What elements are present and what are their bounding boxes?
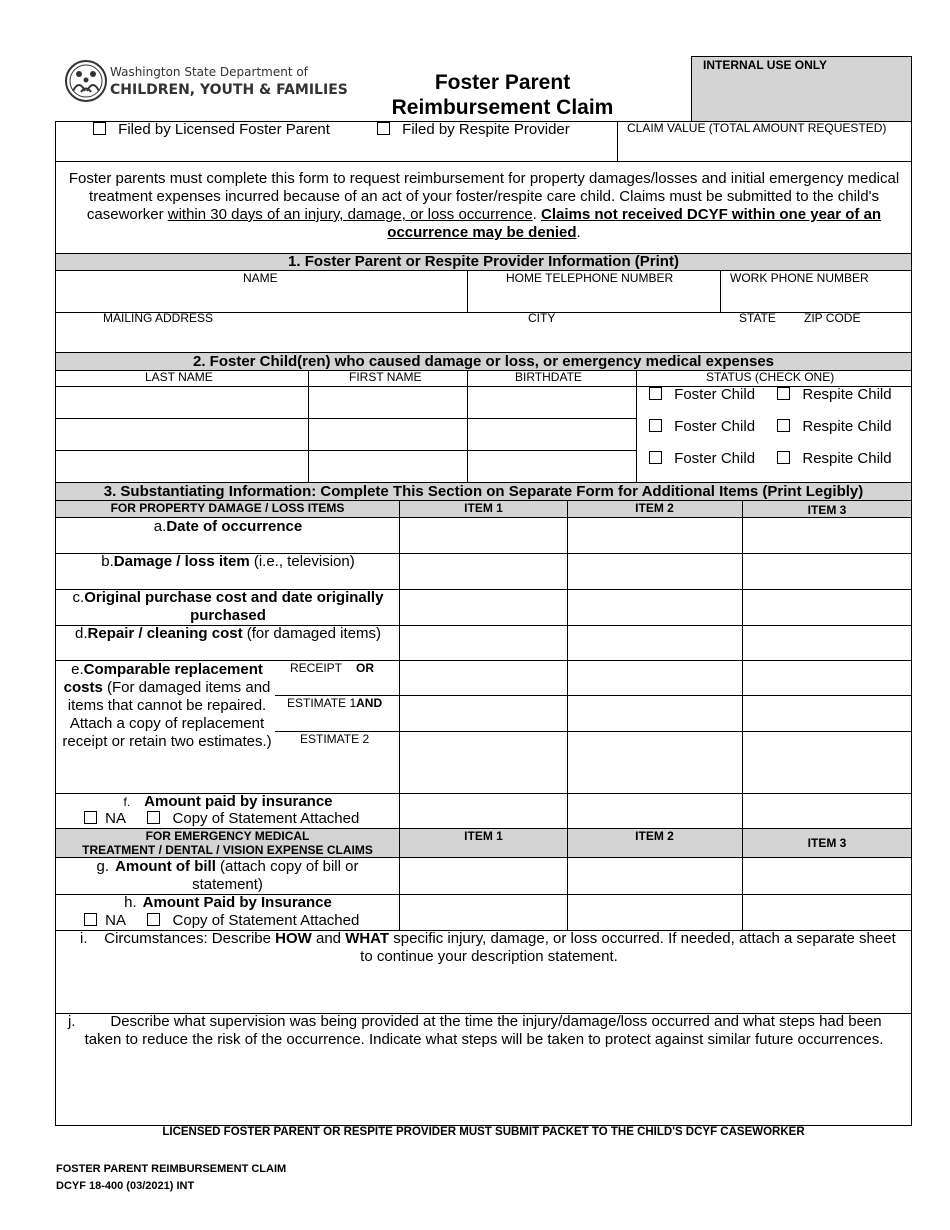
- estimate1-label: [287, 696, 382, 710]
- child1-foster-checkbox[interactable]: [649, 387, 662, 400]
- filed-licensed-checkbox[interactable]: [93, 122, 106, 135]
- section2-header: [55, 352, 912, 371]
- row-f-prefix: f.: [123, 795, 131, 809]
- first-name-label: FIRST NAME: [349, 370, 422, 384]
- medical-item1-header: ITEM 1: [464, 829, 503, 843]
- child3-last-name-input[interactable]: [58, 453, 305, 480]
- row-f-item3-input[interactable]: [745, 796, 909, 826]
- agency-logo: [63, 58, 348, 106]
- claim-value-input[interactable]: [620, 138, 908, 160]
- birthdate-label: BIRTHDATE: [515, 370, 582, 384]
- circumstances-how: HOW: [275, 930, 312, 947]
- last-name-label: LAST NAME: [145, 370, 213, 384]
- row-d-label: [58, 625, 398, 643]
- intro-text-part1: Foster parents must complete this form to request reimbursement for property damages/losses and initial emergency medical treatment expenses incurred because of an act of your foster/respite care child. Claims must be submitted to the child's caseworker: [68, 170, 900, 223]
- row-f-copy-checkbox[interactable]: [147, 811, 160, 824]
- name-label: NAME: [243, 271, 278, 285]
- row-e-receipt-item3-input[interactable]: [745, 663, 909, 693]
- child3-birthdate-input[interactable]: [470, 453, 633, 480]
- row-c-item1-input[interactable]: [402, 592, 564, 623]
- receipt-text: RECEIPT: [290, 661, 343, 675]
- home-phone-input[interactable]: [470, 287, 717, 310]
- child1-respite-label: Respite Child: [802, 386, 892, 403]
- row-h-copy-checkbox[interactable]: [147, 913, 160, 926]
- property-header-label: FOR PROPERTY DAMAGE / LOSS ITEMS: [110, 501, 345, 515]
- circumstances-text2: specific injury, damage, or loss occurred. If needed, attach a separate sheet to continue your description statement.: [360, 930, 896, 965]
- submit-note: LICENSED FOSTER PARENT OR RESPITE PROVIDER MUST SUBMIT PACKET TO THE CHILD'S DCYF CASEWORKER: [162, 1126, 805, 1138]
- row-g-prefix: g.: [96, 858, 110, 875]
- row-b-item3-input[interactable]: [745, 556, 909, 587]
- property-item3-header: ITEM 3: [807, 503, 847, 517]
- zip-label: ZIP CODE: [804, 311, 861, 325]
- supervision-input[interactable]: [60, 1070, 908, 1122]
- row-h-item1-input[interactable]: [402, 897, 564, 928]
- row-e-receipt-item2-input[interactable]: [570, 663, 739, 693]
- row-e-title: Comparable replacement costs: [63, 661, 263, 696]
- child2-respite-checkbox[interactable]: [777, 419, 790, 432]
- row-h-na-checkbox[interactable]: [84, 913, 97, 926]
- row-f-label: [58, 793, 398, 811]
- row-b-prefix: b.: [101, 553, 114, 570]
- row-h-item3-input[interactable]: [745, 897, 909, 928]
- row-c-prefix: c.: [72, 589, 85, 606]
- row-d-item3-input[interactable]: [745, 628, 909, 658]
- row-g-note: (attach copy of bill or statement): [192, 858, 359, 893]
- medical-item2-header: ITEM 2: [635, 829, 674, 843]
- medical-header-line1: FOR EMERGENCY MEDICAL: [145, 829, 310, 843]
- row-e-estimate2-item1-input[interactable]: [402, 734, 564, 791]
- child1-status: [649, 386, 892, 404]
- estimate2-label: ESTIMATE 2: [300, 732, 370, 746]
- child2-status: [649, 418, 892, 436]
- city-input[interactable]: [522, 327, 732, 351]
- mailing-address-input[interactable]: [58, 327, 518, 351]
- receipt-label: [290, 661, 374, 675]
- section1-title: 1. Foster Parent or Respite Provider Information (Print): [288, 253, 679, 270]
- child3-respite-label: Respite Child: [802, 450, 892, 467]
- city-label: CITY: [528, 311, 556, 325]
- child1-foster-label: Foster Child: [674, 386, 756, 403]
- work-phone-input[interactable]: [723, 287, 909, 310]
- row-f-item1-input[interactable]: [402, 796, 564, 826]
- child1-first-name-input[interactable]: [311, 389, 464, 416]
- agency-name-line1: Washington State Department of: [110, 65, 308, 79]
- circumstances-prefix: i.: [80, 930, 88, 947]
- section2-title: 2. Foster Child(ren) who caused damage or loss, or emergency medical expenses: [192, 353, 775, 370]
- form-title-line1: Foster Parent: [434, 71, 571, 94]
- row-f-copy-label: Copy of Statement Attached: [172, 810, 360, 827]
- row-b-note: (i.e., television): [249, 553, 355, 570]
- row-b-item2-input[interactable]: [570, 556, 739, 587]
- row-h-copy-label: Copy of Statement Attached: [172, 912, 360, 929]
- row-g-label: [75, 858, 380, 894]
- row-h-options: [84, 912, 359, 930]
- intro-text-deadline: within 30 days of an injury, damage, or loss occurrence: [167, 206, 533, 223]
- row-h-item2-input[interactable]: [570, 897, 739, 928]
- row-c-item3-input[interactable]: [745, 592, 909, 623]
- footer-form-number: DCYF 18-400 (03/2021) INT: [56, 1180, 195, 1192]
- child2-first-name-input[interactable]: [311, 421, 464, 448]
- row-d-note: (for damaged items): [242, 625, 381, 642]
- row-c-label: [58, 589, 398, 625]
- child1-birthdate-input[interactable]: [470, 389, 633, 416]
- child3-respite-checkbox[interactable]: [777, 451, 790, 464]
- row-f-na-label: NA: [105, 810, 126, 827]
- section3-title: 3. Substantiating Information: Complete This Section on Separate Form for Additional Items (Print Legibly): [103, 483, 864, 500]
- row-e-prefix: e.: [71, 661, 84, 678]
- row-d-prefix: d.: [75, 625, 88, 642]
- row-c-title: Original purchase cost and date originally purchased: [84, 589, 384, 624]
- row-e-estimate1-item1-input[interactable]: [402, 698, 564, 729]
- footer-form-name: FOSTER PARENT REIMBURSEMENT CLAIM: [56, 1163, 287, 1175]
- property-item1-header: ITEM 1: [464, 501, 503, 515]
- row-a-prefix: a.: [153, 518, 167, 535]
- row-e-receipt-item1-input[interactable]: [402, 663, 564, 693]
- intro-text: [63, 170, 905, 242]
- child3-foster-label: Foster Child: [674, 450, 756, 467]
- section3-header: [55, 482, 912, 501]
- child3-foster-checkbox[interactable]: [649, 451, 662, 464]
- circumstances-what: WHAT: [345, 930, 390, 947]
- row-e-note: (For damaged items and items that cannot be repaired. Attach a copy of replacement receipt or retain two estimates.): [62, 679, 272, 750]
- child2-respite-label: Respite Child: [802, 418, 892, 435]
- filed-licensed-label: Filed by Licensed Foster Parent: [118, 121, 330, 138]
- state-input[interactable]: [736, 327, 796, 351]
- supervision-prefix: j.: [68, 1013, 76, 1030]
- row-f-na-checkbox[interactable]: [84, 811, 97, 824]
- row-b-item1-input[interactable]: [402, 556, 564, 587]
- child2-foster-label: Foster Child: [674, 418, 756, 435]
- row-a-item1-input[interactable]: [402, 520, 564, 551]
- circumstances-input[interactable]: [60, 968, 908, 1010]
- zip-input[interactable]: [800, 327, 908, 351]
- row-c-item2-input[interactable]: [570, 592, 739, 623]
- row-f-title: Amount paid by insurance: [144, 793, 333, 810]
- child1-respite-checkbox[interactable]: [777, 387, 790, 400]
- internal-use-box: [691, 56, 912, 122]
- medical-header-label: [56, 829, 399, 857]
- name-input[interactable]: [58, 287, 463, 310]
- supervision-description: Describe what supervision was being provided at the time the injury/damage/loss occurred and what steps had been taken to reduce the risk of the occurrence. Indicate what steps will be taken to protect against similar future occurrences.: [84, 1013, 884, 1048]
- row-d-item1-input[interactable]: [402, 628, 564, 658]
- row-g-item1-input[interactable]: [402, 860, 564, 892]
- row-a-item2-input[interactable]: [570, 520, 739, 551]
- row-a-title: Date of occurrence: [166, 518, 303, 535]
- child2-last-name-input[interactable]: [58, 421, 305, 448]
- section1-header: [55, 253, 912, 271]
- child3-status: [649, 450, 892, 468]
- child2-birthdate-input[interactable]: [470, 421, 633, 448]
- row-f-item2-input[interactable]: [570, 796, 739, 826]
- row-d-title: Repair / cleaning cost: [87, 625, 243, 642]
- medical-header-line2: TREATMENT / DENTAL / VISION EXPENSE CLAIMS: [82, 843, 373, 857]
- row-e-estimate1-item2-input[interactable]: [570, 698, 739, 729]
- child1-last-name-input[interactable]: [58, 389, 305, 416]
- form-title-line2: Reimbursement Claim: [391, 96, 614, 119]
- row-h-title: Amount Paid by Insurance: [142, 894, 332, 911]
- home-phone-label: HOME TELEPHONE NUMBER: [506, 271, 674, 285]
- medical-item3-header: ITEM 3: [807, 836, 847, 850]
- row-g-item2-input[interactable]: [570, 860, 739, 892]
- row-b-title: Damage / loss item: [113, 553, 250, 570]
- filed-licensed-option[interactable]: [93, 121, 330, 139]
- filed-respite-label: Filed by Respite Provider: [402, 121, 570, 138]
- receipt-or-text: OR: [356, 661, 375, 675]
- mailing-address-label: MAILING ADDRESS: [103, 311, 214, 325]
- row-g-title: Amount of bill: [115, 858, 216, 875]
- circumstances-text1: Circumstances: Describe: [104, 930, 276, 947]
- form-title: [370, 70, 635, 120]
- child2-foster-checkbox[interactable]: [649, 419, 662, 432]
- row-d-item2-input[interactable]: [570, 628, 739, 658]
- estimate1-text: ESTIMATE 1: [287, 696, 357, 710]
- filed-respite-checkbox[interactable]: [377, 122, 390, 135]
- row-g-item3-input[interactable]: [745, 860, 909, 892]
- state-label: STATE: [739, 311, 776, 325]
- intro-text-warning: Claims not received DCYF within one year of an occurrence may be denied: [387, 206, 882, 241]
- row-f-options: [84, 810, 359, 828]
- circumstances-text: [76, 930, 902, 966]
- row-h-na-label: NA: [105, 912, 126, 929]
- filed-respite-option[interactable]: [377, 121, 570, 139]
- dcyf-logo-icon: [64, 59, 108, 103]
- status-label: STATUS (CHECK ONE): [706, 370, 835, 384]
- row-e-estimate2-item2-input[interactable]: [570, 734, 739, 791]
- intro-text-part2: .: [532, 206, 542, 223]
- supervision-text: [66, 1013, 902, 1049]
- intro-text-part3: .: [576, 224, 581, 241]
- claim-value-label: CLAIM VALUE (TOTAL AMOUNT REQUESTED): [627, 121, 887, 135]
- estimate1-and-text: AND: [356, 696, 383, 710]
- child3-first-name-input[interactable]: [311, 453, 464, 480]
- row-b-label: [58, 553, 398, 571]
- property-item2-header: ITEM 2: [635, 501, 674, 515]
- work-phone-label: WORK PHONE NUMBER: [730, 271, 869, 285]
- row-e-estimate2-item3-input[interactable]: [745, 734, 909, 791]
- internal-use-label: INTERNAL USE ONLY: [703, 58, 828, 72]
- row-e-label: [58, 661, 276, 751]
- circumstances-and: and: [311, 930, 346, 947]
- row-h-label: [58, 894, 398, 912]
- row-e-estimate1-item3-input[interactable]: [745, 698, 909, 729]
- row-h-prefix: h.: [124, 894, 137, 911]
- row-a-item3-input[interactable]: [745, 520, 909, 551]
- row-a-label: [58, 518, 398, 536]
- agency-name-line2: CHILDREN, YOUTH & FAMILIES: [110, 82, 348, 98]
